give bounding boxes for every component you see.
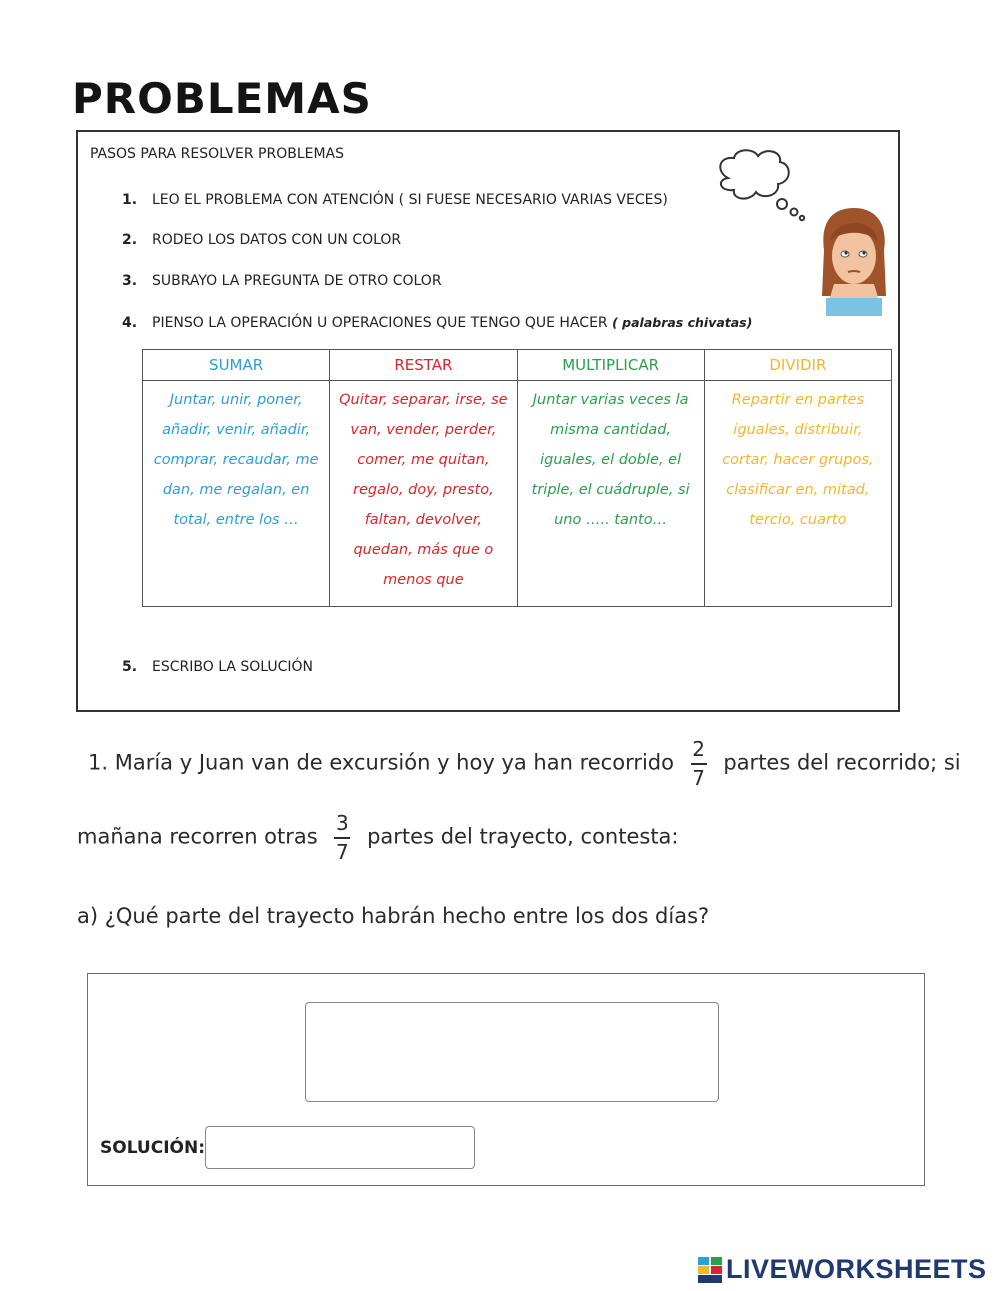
fraction-two-sevenths [691, 738, 707, 789]
step-number: 3. [122, 273, 138, 289]
problem-text: partes del trayecto, contesta: [367, 824, 679, 849]
fraction-numerator: 3 [336, 811, 349, 835]
header-restar: RESTAR [330, 350, 517, 381]
step-number: 5. [122, 659, 138, 675]
problem-statement-line-1 [88, 738, 961, 789]
step-5 [122, 659, 313, 675]
header-sumar: SUMAR [143, 350, 330, 381]
problem-statement-line-2 [77, 812, 679, 863]
problem-text: 1. María y Juan van de excursión y hoy ya han recorrido [88, 750, 674, 775]
step-text: PIENSO LA OPERACIÓN U OPERACIONES QUE TENGO QUE HACER [152, 315, 608, 331]
step-text: LEO EL PROBLEMA CON ATENCIÓN ( SI FUESE NECESARIO VARIAS VECES) [152, 192, 668, 208]
cell-sumar: Juntar, unir, poner, añadir, venir, añadir, comprar, recaudar, me dan, me regalan, en total, entre los … [143, 381, 330, 607]
fraction-denominator: 7 [692, 766, 706, 790]
brand-name: LIVEWORKSHEETS [726, 1254, 987, 1284]
step-text: SUBRAYO LA PREGUNTA DE OTRO COLOR [152, 273, 442, 289]
step-text: RODEO LOS DATOS CON UN COLOR [152, 232, 402, 248]
solution-label: SOLUCIÓN: [100, 1138, 206, 1158]
solution-input[interactable] [205, 1126, 475, 1169]
question-a: a) ¿Qué parte del trayecto habrán hecho entre los dos días? [77, 904, 710, 928]
girl-avatar-icon [822, 208, 886, 316]
problem-text: mañana recorren otras [77, 824, 318, 849]
cell-dividir: Repartir en partes iguales, distribuir, cortar, hacer grupos, clasificar en, mitad, tercio, cuarto [704, 381, 891, 607]
step-number: 1. [122, 192, 138, 208]
thought-bubble-icon [720, 150, 804, 220]
step-2 [122, 232, 401, 248]
step-number: 2. [122, 232, 138, 248]
cell-restar: Quitar, separar, irse, se van, vender, perder, comer, me quitan, regalo, doy, presto, faltan, devolver, quedan, más que o menos que [330, 381, 517, 607]
fraction-denominator: 7 [336, 840, 349, 864]
steps-heading: PASOS PARA RESOLVER PROBLEMAS [90, 146, 345, 162]
step-hint: ( palabras chivatas) [612, 315, 753, 330]
problem-text: partes del recorrido; si [723, 750, 961, 775]
page-title: PROBLEMAS [72, 74, 372, 123]
liveworksheets-logo-icon [698, 1257, 722, 1283]
step-text: ESCRIBO LA SOLUCIÓN [152, 659, 313, 675]
header-multiplicar: MULTIPLICAR [517, 350, 704, 381]
fraction-bar [334, 837, 350, 839]
operations-table [142, 349, 892, 607]
fraction-three-sevenths [334, 812, 350, 863]
answer-box [87, 973, 925, 1186]
fraction-bar [691, 763, 707, 765]
brand-footer[interactable] [698, 1254, 987, 1285]
step-number: 4. [122, 315, 138, 331]
steps-box [76, 130, 900, 712]
work-input[interactable] [305, 1002, 719, 1102]
step-4 [122, 315, 752, 331]
thinking-girl-illustration [706, 146, 886, 316]
cell-multiplicar: Juntar varias veces la misma cantidad, iguales, el doble, el triple, el cuádruple, si uno ….. tanto… [517, 381, 704, 607]
header-dividir: DIVIDIR [704, 350, 891, 381]
step-3 [122, 273, 442, 289]
step-1 [122, 192, 668, 208]
fraction-numerator: 2 [692, 737, 706, 761]
